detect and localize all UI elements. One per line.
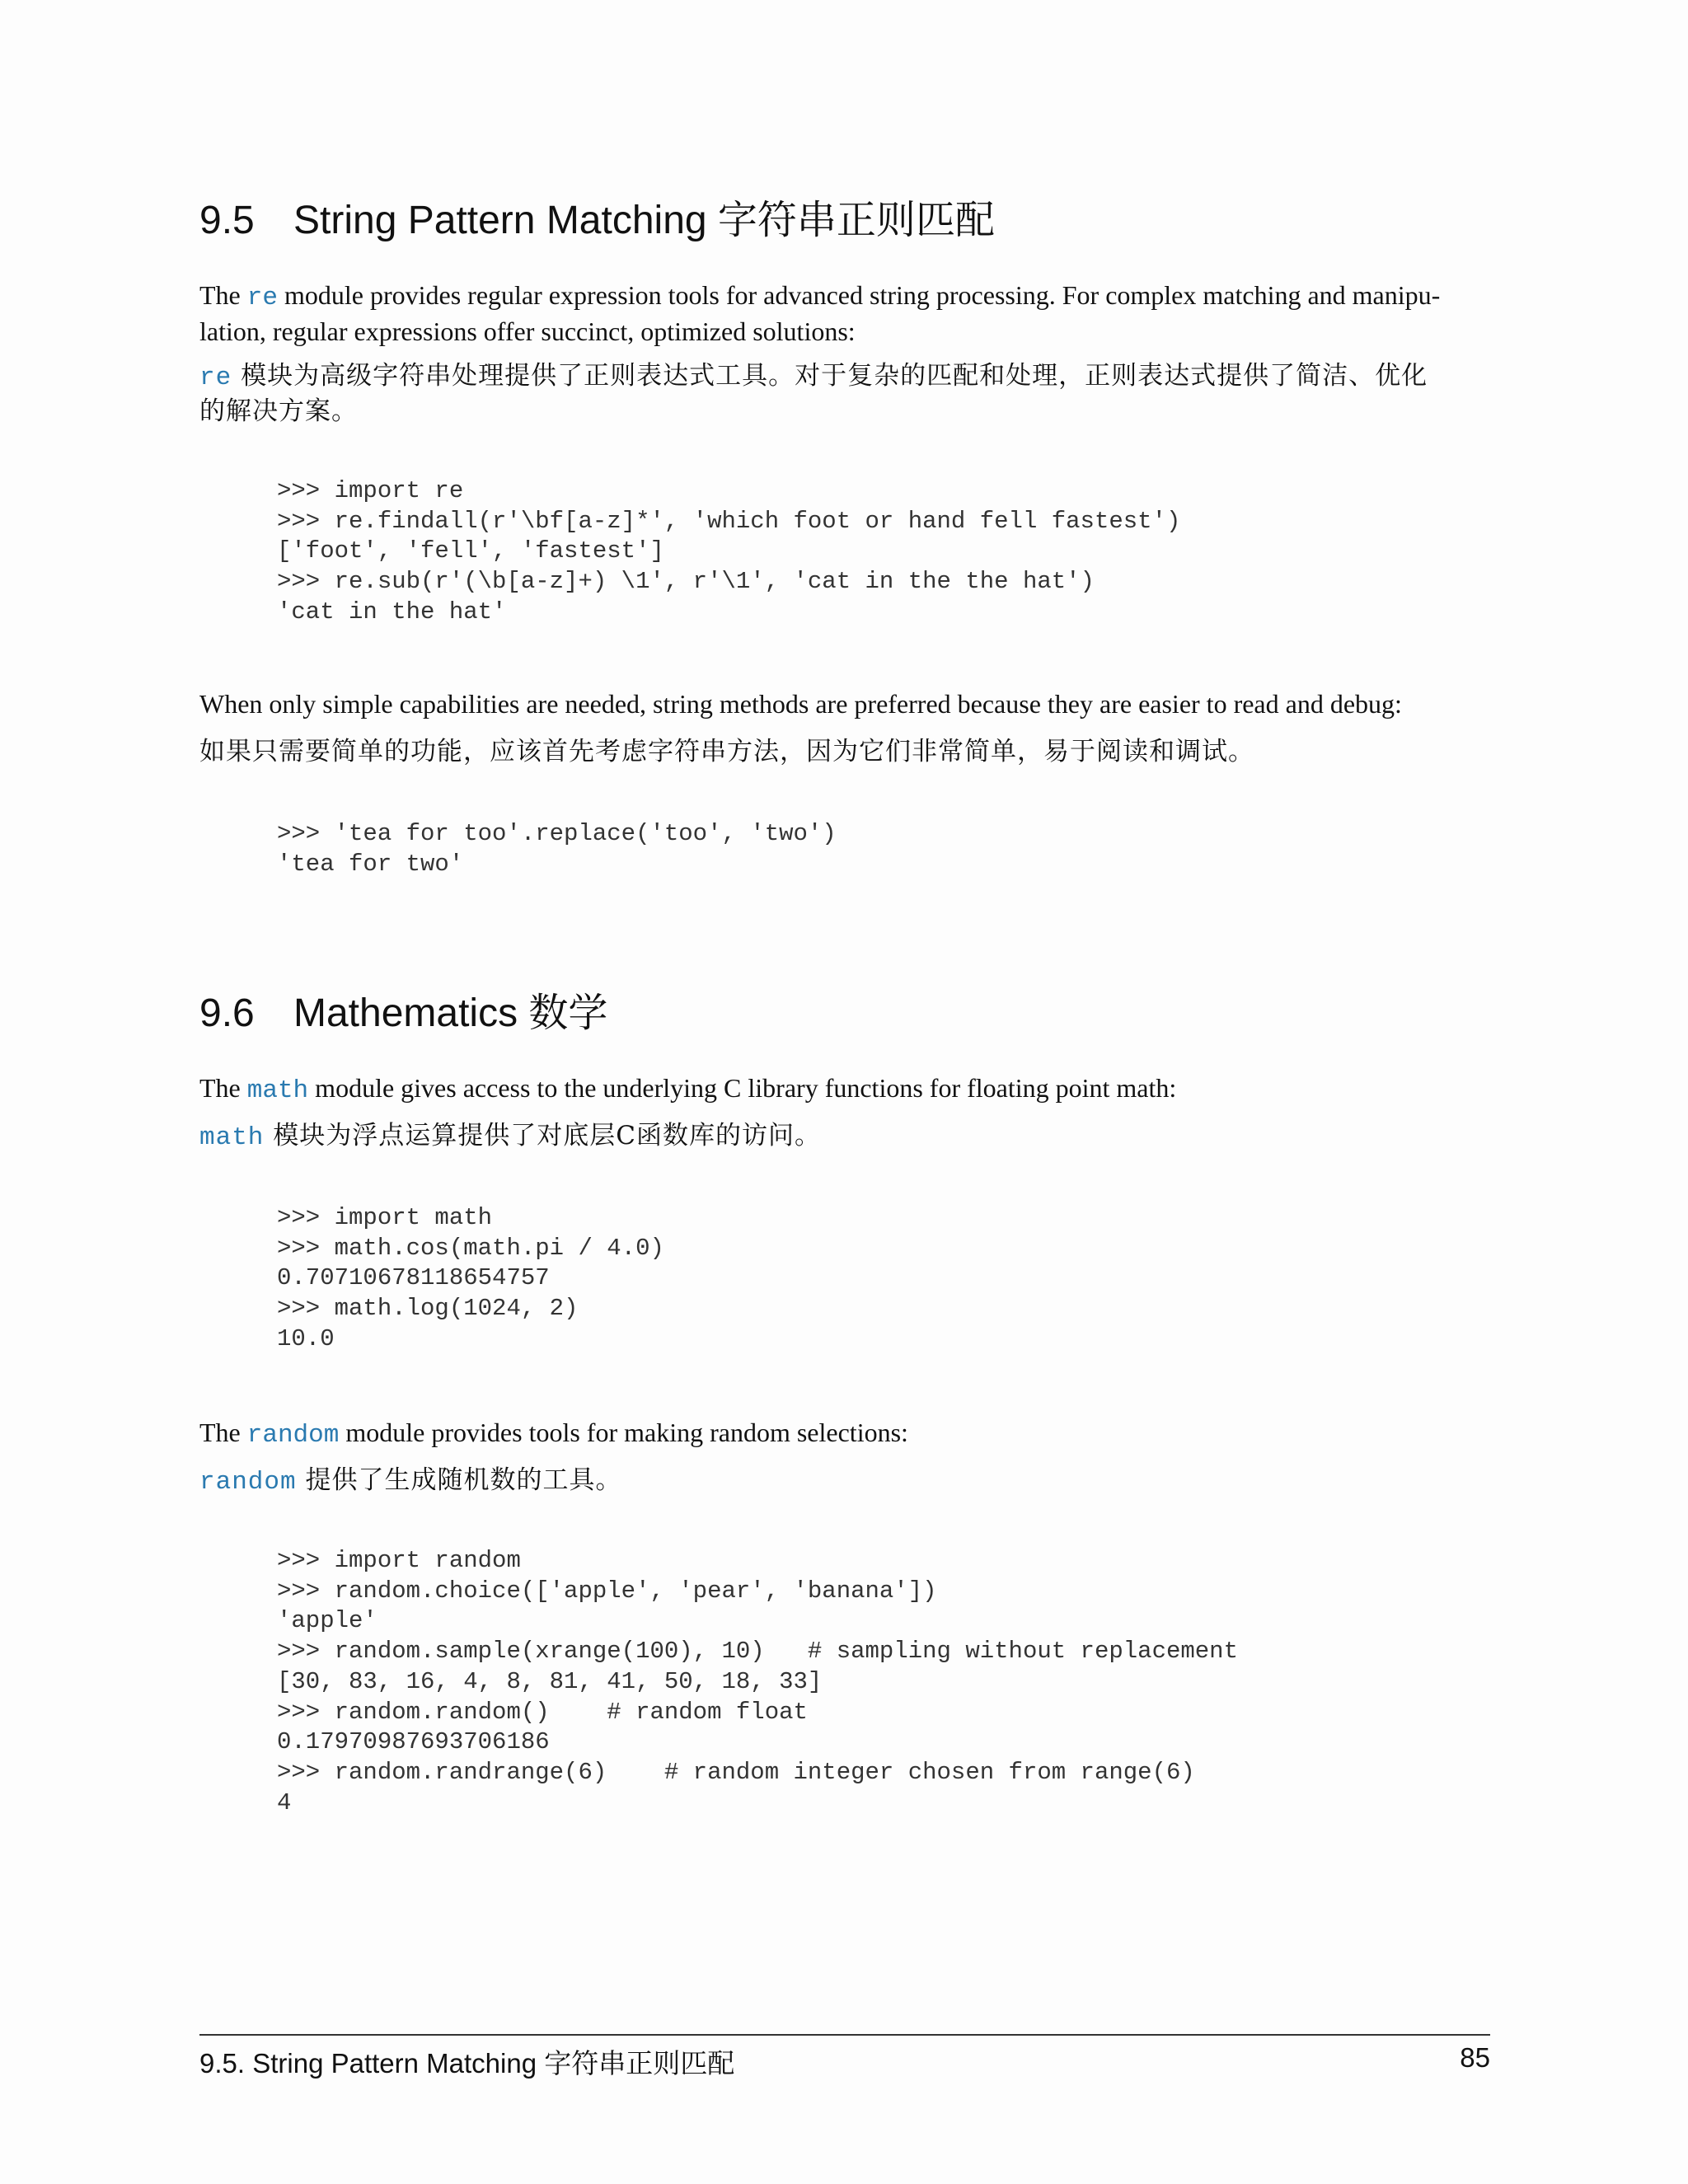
document-page bbox=[199, 0, 1490, 2184]
section-number: 9.6 bbox=[199, 991, 255, 1035]
paragraph-math bbox=[199, 1071, 1490, 1108]
section-title: String Pattern Matching 字符串正则匹配 bbox=[293, 199, 995, 242]
text: module gives access to the underlying C library functions for floating point math: bbox=[308, 1073, 1177, 1103]
text: module provides tools for making random selections: bbox=[339, 1418, 908, 1447]
paragraph-re-intro bbox=[199, 279, 1490, 349]
paragraph-re-intro-zh bbox=[199, 359, 1490, 429]
module-name-math: math bbox=[246, 1076, 309, 1105]
footer-section-title: 9.5. String Pattern Matching 字符串正则匹配 bbox=[199, 2048, 735, 2079]
code-block-math: >>> import math >>> math.cos(math.pi / 4.0) 0.70710678118654757 >>> math.log(1024, 2) 10.0 bbox=[277, 1204, 664, 1352]
text: lation, regular expressions offer succinct, optimized solutions: bbox=[199, 316, 856, 346]
section-title: Mathematics 数学 bbox=[293, 991, 608, 1035]
section-heading-9-5 bbox=[199, 188, 995, 245]
section-number: 9.5 bbox=[199, 199, 255, 242]
text: 模块为浮点运算提供了对底层C函数库的访问。 bbox=[264, 1121, 821, 1151]
code-block-replace: >>> 'tea for too'.replace('too', 'two') 'tea for two' bbox=[277, 820, 837, 878]
text: The bbox=[199, 1418, 247, 1447]
paragraph-math-zh bbox=[199, 1119, 1490, 1155]
module-name-math: math bbox=[199, 1123, 265, 1152]
footer-rule bbox=[199, 2034, 1490, 2036]
paragraph-string-methods-zh: 如果只需要简单的功能，应该首先考虑字符串方法，因为它们非常简单，易于阅读和调试。 bbox=[199, 737, 1254, 766]
section-heading-9-6 bbox=[199, 981, 607, 1038]
module-name-random: random bbox=[199, 1468, 297, 1497]
text: The bbox=[199, 1073, 247, 1103]
module-name-re: re bbox=[199, 363, 232, 392]
code-block-re: >>> import re >>> re.findall(r'\bf[a-z]*', 'which foot or hand fell fastest') ['foot', 'fell', 'fastest'] >>> re.sub(r'(\b[a-z]+) \1', r'\1', 'cat in the the hat') 'cat in the hat' bbox=[277, 477, 1181, 626]
text: 模块为高级字符串处理提供了正则表达式工具。对于复杂的匹配和处理，正则表达式提供了简洁、优化 bbox=[232, 361, 1428, 391]
code-block-random: >>> import random >>> random.choice(['apple', 'pear', 'banana']) 'apple' >>> random.sample(xrange(100), 10) # sampling without replacement [30, 83, 16, 4, 8, 81, 41, 50, 18, 33] >>> random.random() # random float 0.17970987693706186 >>> random.randrange(6) # random integer chosen from range(6) 4 bbox=[277, 1547, 1238, 1816]
text: 的解决方案。 bbox=[199, 396, 358, 426]
paragraph-random bbox=[199, 1416, 1490, 1452]
page-number: 85 bbox=[1460, 2042, 1490, 2073]
module-name-random: random bbox=[246, 1421, 340, 1450]
paragraph-string-methods: When only simple capabilities are needed, string methods are preferred because they are easier to read and debug: bbox=[199, 689, 1402, 719]
module-name-re: re bbox=[246, 284, 278, 312]
text: module provides regular expression tools for advanced string processing. For complex matching and manipu- bbox=[277, 280, 1441, 310]
text: The bbox=[199, 280, 247, 310]
paragraph-random-zh bbox=[199, 1464, 1490, 1499]
text: 提供了生成随机数的工具。 bbox=[296, 1465, 622, 1495]
